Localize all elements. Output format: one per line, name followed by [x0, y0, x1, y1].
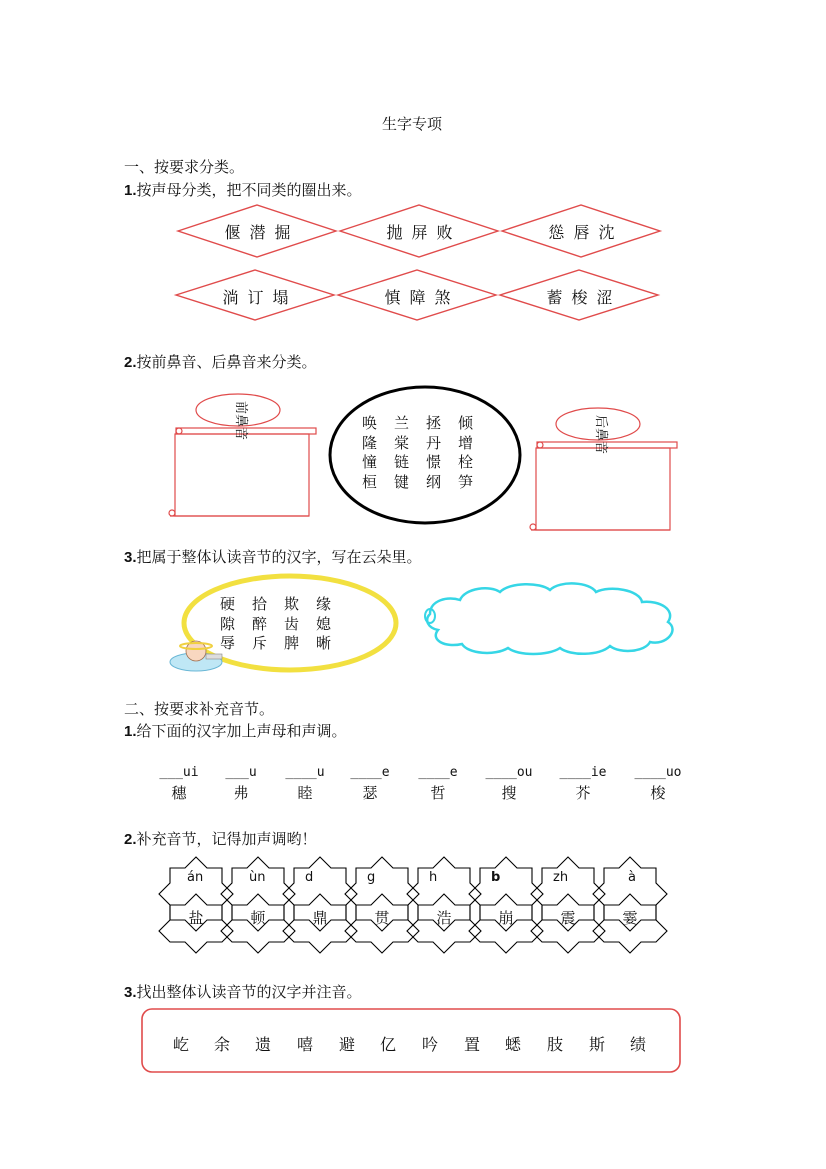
nasal-char-grid	[362, 414, 490, 492]
grid-row: 辱 斥 脾 晰	[220, 634, 332, 652]
star-char: 鼎	[312, 909, 328, 927]
char-item: 绩	[630, 1035, 647, 1054]
star-pinyin: b	[491, 870, 501, 885]
q1-1-prompt: 1.按声母分类，把不同类的圈出来。	[124, 181, 362, 199]
char-item: 遗	[255, 1035, 272, 1054]
section2-heading: 二、按要求补充音节。	[124, 700, 275, 718]
cloud-character-icon	[170, 641, 222, 671]
grid-row: 憧 链 憬 栓	[362, 453, 474, 471]
char-item: 吟	[422, 1035, 439, 1054]
star-pinyin: d	[305, 870, 314, 885]
diamond-group-5: 慎障煞	[384, 288, 460, 307]
star-char: 霎	[622, 909, 638, 927]
star-char: 崩	[498, 909, 514, 927]
star-pinyin: ùn	[249, 870, 266, 885]
star-char: 盐	[188, 909, 204, 927]
pinyin-item: ____uo 梭	[634, 765, 682, 802]
star-char: 震	[560, 909, 576, 927]
section1-heading: 一、按要求分类。	[124, 158, 245, 176]
char-item: 余	[214, 1035, 231, 1054]
q2-3-prompt: 3.找出整体认读音节的汉字并注音。	[124, 983, 362, 1001]
pinyin-item: ___u 弗	[225, 765, 257, 802]
diamond-group-6: 蓄梭涩	[546, 288, 622, 307]
grid-row: 硬 拾 欺 缘	[220, 595, 332, 613]
q2-2-prompt: 2.补充音节，记得加声调哟！	[124, 830, 317, 848]
star-char: 顿	[250, 909, 266, 927]
q2-1-prompt: 1.给下面的汉字加上声母和声调。	[124, 722, 347, 740]
grid-row: 隙 醉 齿 媳	[220, 614, 332, 633]
star-char: 贯	[374, 909, 390, 927]
pinyin-item: ____ie 芥	[559, 765, 607, 802]
star-char: 浩	[436, 909, 452, 927]
diamond-group-4: 淌订塌	[222, 288, 298, 307]
char-item: 肢	[547, 1035, 564, 1054]
pinyin-item: ____ou 搜	[485, 765, 533, 802]
oval-char-grid	[220, 595, 348, 654]
pinyin-item: ____e 瑟	[350, 765, 390, 802]
diamond-group-2: 抛屏败	[386, 223, 462, 242]
diamond-group-3: 慫唇沈	[548, 223, 624, 242]
q1-3-prompt: 3.把属于整体认读音节的汉字，写在云朵里。	[124, 548, 422, 566]
pinyin-item: ____e 哲	[418, 765, 458, 802]
char-item: 亿	[380, 1035, 397, 1054]
grid-row: 唤 兰 拯 倾	[362, 414, 474, 432]
pinyin-item: ___ui 穗	[159, 765, 199, 802]
q1-2-prompt: 2.按前鼻音、后鼻音来分类。	[124, 353, 317, 371]
star-pinyin: g	[367, 870, 376, 885]
star-pinyin: h	[429, 870, 438, 885]
star-pinyin: à	[628, 870, 636, 885]
front-nasal-label: 前鼻音	[233, 401, 248, 441]
star-pinyin: zh	[553, 870, 569, 885]
diamond-group-1: 偃潜掘	[224, 223, 300, 242]
char-item: 置	[464, 1035, 481, 1054]
back-nasal-label: 后鼻音	[593, 415, 608, 455]
grid-row: 隆 棠 丹 增	[362, 433, 474, 452]
star-pinyin: án	[187, 870, 204, 885]
char-item: 嘻	[297, 1035, 314, 1054]
char-item: 蟋	[505, 1035, 522, 1054]
char-item: 屹	[173, 1035, 190, 1054]
page-title: 生字专项	[382, 115, 443, 133]
char-item: 避	[339, 1035, 356, 1054]
char-item: 斯	[589, 1035, 606, 1054]
pinyin-item: ____u 睦	[285, 765, 325, 802]
grid-row: 桓 键 纲 笋	[362, 472, 474, 491]
